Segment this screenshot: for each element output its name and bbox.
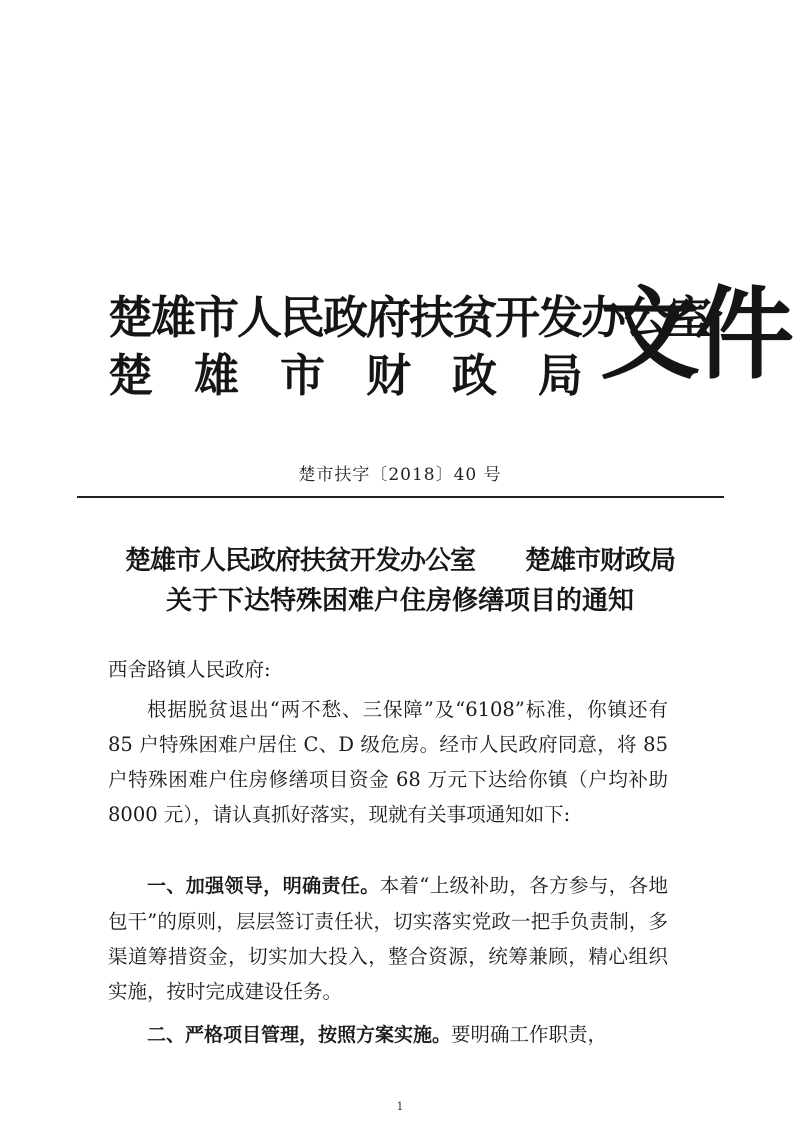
issuer-header <box>108 275 788 410</box>
body-paragraph-1: 根据脱贫退出“两不愁、三保障”及“6108”标准，你镇还有 85 户特殊困难户居住 C、D 级危房。经市人民政府同意，将 85 户特殊困难户住房修缮项目资金 68 万元下达给你镇（户均补助 8000 元），请认真抓好落实，现就有关事项通知如下: <box>108 698 668 826</box>
body-paragraph-3 <box>108 1017 668 1053</box>
issuer-name-2-char: 雄 <box>193 349 239 402</box>
body-paragraph-2 <box>108 868 668 1009</box>
salutation: 西舍路镇人民政府: <box>108 658 271 681</box>
document-number: 楚市扶字〔2018〕40 号 <box>298 465 502 485</box>
issuer-name-2-char: 市 <box>279 349 325 402</box>
issuer-name-2-char: 楚 <box>108 349 154 402</box>
header-divider <box>77 496 724 498</box>
section-body-1: 本着“上级补助，各方参与，各地包干”的原则，层层签订责任状，切实落实党政一把手负责制，多渠道筹措资金，切实加大投入，整合资源，统筹兼顾，精心组织实施，按时完成建设任务。 <box>108 874 668 1003</box>
issuer-name-2-char: 局 <box>537 349 583 402</box>
document-type-label: 文件 <box>600 276 788 393</box>
issuer-name-2-char: 财 <box>365 349 411 402</box>
issuer-name-1: 楚雄市人民政府扶贫开发办公室 <box>108 291 711 344</box>
section-heading-1: 一、加强领导，明确责任。 <box>147 875 380 897</box>
document-title-line-2: 关于下达特殊困难户住房修缮项目的通知 <box>165 586 634 616</box>
section-heading-2: 二、严格项目管理，按照方案实施。 <box>147 1024 452 1046</box>
page-number: 1 <box>396 1100 404 1113</box>
issuer-name-2 <box>108 339 583 404</box>
document-title-line-1: 楚雄市人民政府扶贫开发办公室 楚雄市财政局 <box>124 546 675 576</box>
section-body-2: 要明确工作职责， <box>451 1023 608 1046</box>
issuer-name-2-char: 政 <box>451 349 497 402</box>
